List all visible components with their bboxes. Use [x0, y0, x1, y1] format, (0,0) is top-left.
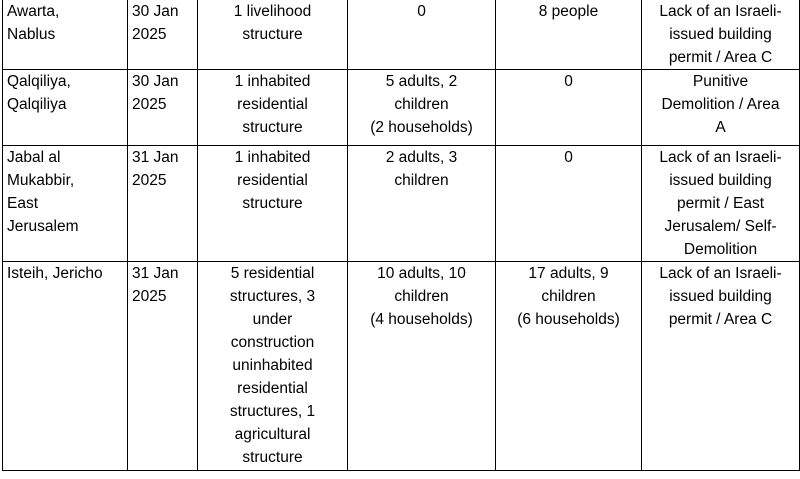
demolitions-table [2, 0, 800, 471]
table-row [3, 70, 800, 146]
reason-cell: Lack of an Israeli- issued building permit / East Jerusalem/ Self- Demolition [642, 146, 800, 262]
structures-cell: 1 livelihood structure [198, 0, 348, 70]
date-cell: 31 Jan 2025 [128, 262, 198, 471]
date-cell: 31 Jan 2025 [128, 146, 198, 262]
location-cell: Isteih, Jericho [3, 262, 128, 471]
table-row [3, 146, 800, 262]
date-cell: 30 Jan 2025 [128, 0, 198, 70]
affected-cell: 8 people [496, 0, 642, 70]
location-cell: Jabal al Mukabbir, East Jerusalem [3, 146, 128, 262]
reason-cell: Lack of an Israeli- issued building permit / Area C [642, 262, 800, 471]
affected-cell: 17 adults, 9 children (6 households) [496, 262, 642, 471]
displaced-cell: 2 adults, 3 children [348, 146, 496, 262]
table-row [3, 262, 800, 471]
structures-cell: 1 inhabited residential structure [198, 146, 348, 262]
table-row [3, 0, 800, 70]
displaced-cell: 5 adults, 2 children (2 households) [348, 70, 496, 146]
reason-cell: Lack of an Israeli- issued building permit / Area C [642, 0, 800, 70]
structures-cell: 5 residential structures, 3 under construction uninhabited residential structures, 1 agricultural structure [198, 262, 348, 471]
location-cell: Qalqiliya, Qalqiliya [3, 70, 128, 146]
affected-cell: 0 [496, 70, 642, 146]
affected-cell: 0 [496, 146, 642, 262]
displaced-cell: 10 adults, 10 children (4 households) [348, 262, 496, 471]
displaced-cell: 0 [348, 0, 496, 70]
reason-cell: Punitive Demolition / Area A [642, 70, 800, 146]
location-cell: Awarta, Nablus [3, 0, 128, 70]
date-cell: 30 Jan 2025 [128, 70, 198, 146]
structures-cell: 1 inhabited residential structure [198, 70, 348, 146]
